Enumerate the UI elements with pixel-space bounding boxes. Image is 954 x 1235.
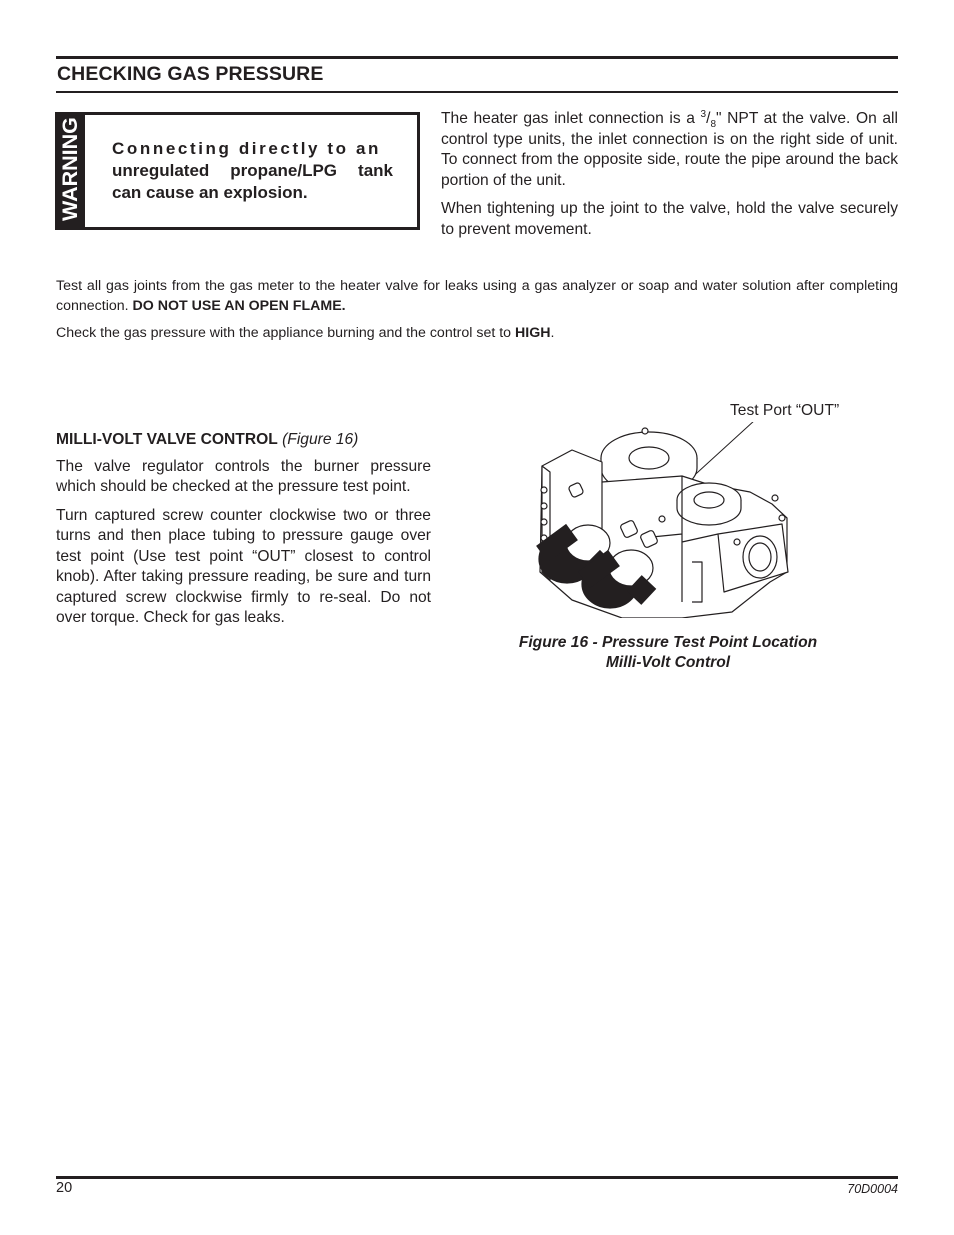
tightening-paragraph: When tightening up the joint to the valve, hold the valve securely to prevent movement. bbox=[441, 200, 898, 238]
inlet-connection-text bbox=[441, 109, 898, 248]
top-rule bbox=[56, 56, 898, 59]
section-heading bbox=[56, 430, 431, 451]
regulator-paragraph: The valve regulator controls the burner pressure which should be checked at the pressure test point. bbox=[56, 457, 431, 495]
inlet-text-start: The heater gas inlet connection is a bbox=[441, 110, 701, 127]
leak-test-text bbox=[56, 277, 898, 352]
open-flame-warning: DO NOT USE AN OPEN FLAME. bbox=[132, 297, 346, 314]
section-heading-text: MILLI-VOLT VALVE CONTROL bbox=[56, 431, 278, 448]
figure-caption bbox=[470, 633, 866, 673]
leak-test-instruction: Test all gas joints from the gas meter to the heater valve for leaks using a gas analyzer or soap and water solution after completing connection. bbox=[56, 278, 898, 314]
caption-line-2: Milli-Volt Control bbox=[605, 654, 731, 671]
pressure-check-paragraph bbox=[56, 324, 898, 344]
page-title: CHECKING GAS PRESSURE bbox=[57, 63, 324, 85]
title-underline bbox=[56, 91, 898, 93]
figure-callout: Test Port “OUT” bbox=[730, 402, 840, 419]
caption-line-1: Figure 16 - Pressure Test Point Location bbox=[518, 634, 818, 651]
fraction-denominator: 8 bbox=[710, 119, 716, 131]
figure-reference: (Figure 16) bbox=[282, 431, 359, 448]
leak-test-paragraph bbox=[56, 277, 898, 316]
fraction-separator: / bbox=[706, 110, 711, 127]
inlet-text-end: " NPT at the valve. On all control type units, the inlet connection is on the right side of unit. To connect from the opposite side, route the pipe around the back portion of the unit. bbox=[441, 110, 898, 189]
valve-illustration bbox=[532, 422, 794, 618]
warning-label: WARNING bbox=[58, 117, 82, 221]
warning-message bbox=[112, 138, 393, 204]
high-setting: HIGH bbox=[515, 325, 551, 341]
fraction-numerator: 3 bbox=[700, 108, 707, 120]
document-code: 70D0004 bbox=[847, 1182, 898, 1196]
sentence-end: . bbox=[550, 325, 555, 341]
procedure-paragraph: Turn captured screw counter clockwise two or three turns and then place tubing to pressure gauge over test point (Use test point “OUT” closest to control knob). After taking pressure reading, be sure and turn captured screw clockwise firmly to re-seal. Do not over torque. Check for gas leaks. bbox=[56, 506, 431, 626]
warning-line-2: unregulated propane/LPG tank can cause an explosion. bbox=[112, 161, 393, 202]
page-number: 20 bbox=[56, 1180, 73, 1196]
warning-line-1: Connecting directly to an bbox=[112, 139, 382, 158]
pressure-check-instruction: Check the gas pressure with the appliance burning and the control set to bbox=[56, 325, 516, 341]
footer-rule bbox=[56, 1176, 898, 1179]
milli-volt-section bbox=[56, 430, 431, 637]
inlet-paragraph bbox=[441, 109, 898, 191]
warning-tab bbox=[55, 112, 85, 227]
